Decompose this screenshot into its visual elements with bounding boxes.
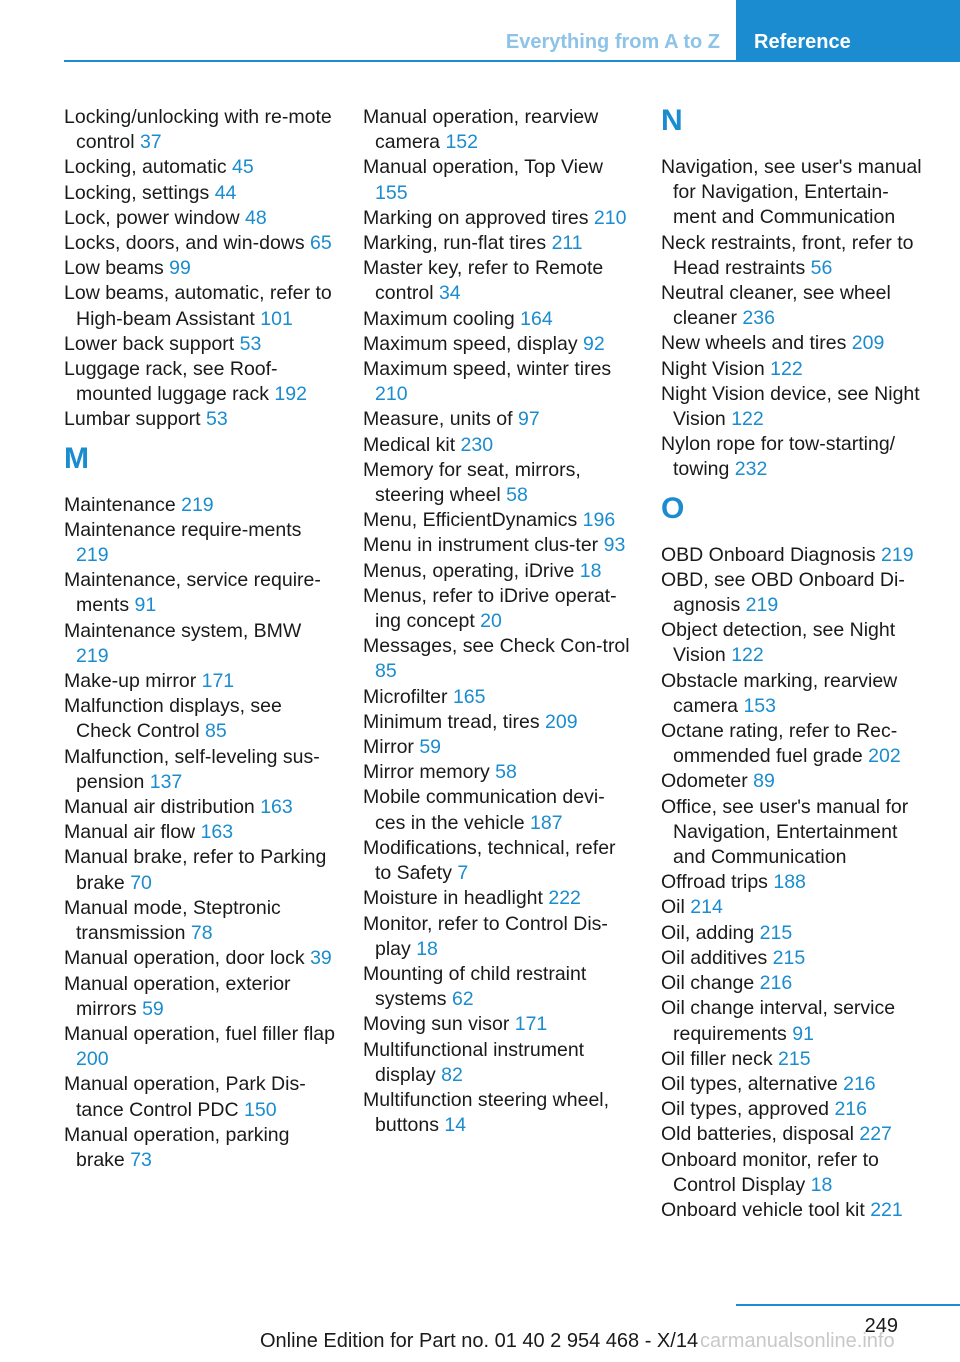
index-entry [661, 543, 931, 568]
page-link[interactable]: 216 [834, 1098, 867, 1121]
page-link[interactable]: 53 [239, 332, 262, 355]
index-column-2 [363, 105, 635, 1138]
header-rule [64, 60, 960, 62]
index-entry [661, 331, 931, 356]
page-link[interactable]: 78 [190, 922, 213, 945]
index-entry [363, 634, 635, 684]
index-entry [64, 745, 336, 795]
index-entry [363, 231, 635, 256]
page-link[interactable]: 56 [810, 256, 833, 279]
index-entry-text: Navigation, see user's manual for Navigation, Entertain‐ment and Communication [661, 156, 922, 229]
index-entry [64, 694, 336, 744]
index-entry-text: Lock, power window [64, 206, 240, 229]
index-entry [363, 533, 635, 558]
index-entry-text: Oil change interval, service requirements [661, 997, 896, 1045]
page-number: 249 [864, 1315, 898, 1337]
page-link[interactable]: 59 [419, 736, 442, 759]
index-entry [363, 836, 635, 886]
index-entry [64, 845, 336, 895]
footer-rule [736, 1304, 960, 1306]
page-link[interactable]: 171 [201, 670, 235, 693]
page-link[interactable]: 45 [232, 156, 254, 179]
index-entry-text: Maximum cooling [363, 307, 515, 330]
index-entry-text: Low beams [64, 257, 164, 280]
page-link[interactable]: 216 [843, 1072, 876, 1095]
index-entry [661, 568, 931, 618]
index-entry-text: Mobile communication devi‐ces in the vehicle [363, 786, 605, 834]
page-link[interactable]: 236 [742, 307, 775, 330]
index-entry [363, 559, 635, 584]
index-entry [363, 357, 635, 407]
index-entry [661, 231, 931, 281]
index-entry [363, 508, 635, 533]
index-entry [363, 685, 635, 710]
index-entry-text: Manual air flow [64, 821, 196, 844]
page-link[interactable]: 85 [204, 720, 227, 743]
index-entry-text: Manual brake, refer to Parking brake [64, 846, 327, 894]
index-entry-text: Offroad trips [661, 871, 768, 894]
index-entry-text: Manual mode, Steptronic transmission [64, 896, 281, 945]
index-entry-text: Locking, settings [64, 181, 210, 204]
index-entry [661, 996, 931, 1046]
index-entry [64, 518, 336, 568]
index-entry [661, 1198, 931, 1223]
index-entry-text: Oil types, approved [661, 1098, 830, 1121]
page-link[interactable]: 82 [441, 1063, 463, 1086]
header-section-title: Everything from A to Z [505, 31, 720, 53]
page-link[interactable]: 163 [260, 796, 293, 819]
index-entry [661, 1072, 931, 1097]
index-entry-text: Manual air distribution [64, 796, 255, 819]
index-entry [363, 962, 635, 1012]
index-entry [64, 357, 336, 407]
index-entry-text: Marking, run-flat tires [363, 232, 547, 255]
index-entry [661, 357, 931, 382]
index-entry [363, 710, 635, 735]
index-entry-text: Old batteries, disposal [661, 1123, 854, 1146]
index-entry-text: Oil additives [661, 946, 768, 969]
index-entry [64, 972, 336, 1022]
index-entry-text: Manual operation, Top View [363, 156, 603, 179]
page-link[interactable]: 34 [438, 282, 461, 305]
index-entry [64, 669, 336, 694]
index-entry [661, 795, 931, 871]
index-entry-text: Oil, adding [661, 921, 755, 944]
index-entry-text: Memory for seat, mirrors, steering wheel [363, 458, 581, 507]
index-entry-text: Odometer [661, 770, 748, 793]
page-link[interactable]: 215 [759, 921, 793, 944]
index-entry [64, 181, 336, 206]
index-entry [64, 1123, 336, 1173]
index-entry [661, 971, 931, 996]
page-link[interactable]: 171 [514, 1013, 548, 1036]
index-entry-text: Neutral cleaner, see wheel cleaner [661, 282, 891, 330]
index-entry-text: New wheels and tires [661, 332, 847, 355]
index-entry [363, 1012, 635, 1037]
index-entry-text: Modifications, technical, refer to Safety [363, 836, 616, 885]
page-link[interactable]: 153 [743, 694, 776, 717]
index-entry-text: Manual operation, exterior mirrors [64, 972, 291, 1020]
index-entry [64, 568, 336, 618]
header-tab-label: Reference [754, 31, 851, 53]
page-link[interactable]: 70 [130, 871, 152, 894]
section-letter: N [661, 104, 683, 137]
index-entry-text: Mirror [363, 736, 414, 759]
index-entry-text: Monitor, refer to Control Dis‐play [363, 912, 608, 960]
index-entry [363, 735, 635, 760]
index-entry [64, 619, 336, 669]
index-entry [64, 281, 336, 331]
page-link[interactable]: 222 [548, 887, 581, 910]
index-entry-text: Moving sun visor [363, 1013, 510, 1036]
page-link[interactable]: 216 [759, 972, 793, 995]
index-entry-text: Oil types, alternative [661, 1072, 838, 1095]
index-entry-text: Obstacle marking, rearview camera [661, 669, 898, 717]
watermark: carmanualsonline.info [700, 1330, 895, 1352]
index-entry [661, 895, 931, 920]
page-link[interactable]: 91 [134, 594, 157, 617]
page-link[interactable]: 164 [520, 307, 553, 330]
index-entry [661, 946, 931, 971]
page-link[interactable]: 62 [451, 988, 474, 1011]
index-entry-text: Onboard vehicle tool kit [661, 1198, 865, 1221]
index-entry-text: Night Vision [661, 357, 765, 380]
index-entry-text: Minimum tread, tires [363, 710, 540, 733]
page-link[interactable]: 232 [734, 458, 768, 481]
index-entry-text: Lumbar support [64, 408, 201, 431]
page-link[interactable]: 73 [130, 1148, 152, 1171]
index-entry [661, 769, 931, 794]
page-link[interactable]: 39 [310, 947, 332, 970]
index-entry [64, 407, 336, 432]
index-entry [661, 155, 931, 231]
index-entry-text: Manual operation, rearview camera [363, 106, 599, 154]
page-link[interactable]: 210 [375, 383, 408, 406]
index-entry-text: Oil [661, 896, 685, 919]
edition-note: Online Edition for Part no. 01 40 2 954 468 - X/14 [260, 1330, 699, 1352]
index-entry [363, 332, 635, 357]
page-link[interactable]: 209 [545, 710, 578, 733]
index-entry [661, 1148, 931, 1198]
index-entry-text: Maintenance [64, 493, 176, 516]
section-letter: O [661, 491, 685, 525]
index-entry [661, 1122, 931, 1147]
index-entry-text: Make-up mirror [64, 670, 197, 693]
index-entry-text: Maintenance require‐ments [64, 518, 302, 541]
index-entry-text: Locking, automatic [64, 156, 227, 179]
index-entry-text: Mirror memory [363, 761, 490, 784]
page-link[interactable]: 219 [76, 544, 109, 567]
page-link[interactable]: 85 [375, 660, 397, 683]
page-link[interactable]: 59 [142, 997, 164, 1020]
page-link[interactable]: 65 [310, 232, 332, 255]
page-link[interactable]: 202 [868, 745, 901, 768]
index-entry-text: Manual operation, door lock [64, 947, 305, 970]
index-entry-text: OBD, see OBD Onboard Di‐agnosis [661, 568, 905, 617]
index-entry [64, 332, 336, 357]
index-entry-text: Manual operation, fuel filler flap [64, 1022, 335, 1045]
index-entry-text: Maximum speed, winter tires [363, 358, 612, 381]
page-link[interactable]: 58 [506, 484, 528, 507]
page-link[interactable]: 200 [76, 1048, 109, 1071]
index-entry-text: Office, see user's manual for Navigation, Entertainment and Communication [661, 795, 909, 869]
index-entry-text: Oil filler neck [661, 1047, 773, 1070]
index-entry [363, 1038, 635, 1088]
page-link[interactable]: 209 [851, 332, 885, 355]
index-entry-text: Locks, doors, and win‐dows [64, 232, 305, 255]
index-entry-text: Menu in instrument clus‐ter [363, 534, 599, 557]
index-entry [64, 206, 336, 231]
index-entry [661, 1097, 931, 1122]
index-entry [661, 1047, 931, 1072]
page-link[interactable]: 219 [745, 594, 779, 617]
index-column-3 [661, 105, 931, 1223]
index-entry-text: Object detection, see Night Vision [661, 619, 896, 667]
index-entry-text: Microfilter [363, 685, 448, 708]
page-link[interactable]: 165 [452, 685, 486, 708]
index-entry [64, 795, 336, 820]
page-link[interactable]: 93 [603, 534, 626, 557]
page-link[interactable]: 53 [206, 408, 228, 431]
page-link[interactable]: 155 [375, 181, 408, 204]
index-entry [64, 231, 336, 256]
index-entry-text: Maximum speed, display [363, 332, 578, 355]
index-entry-text: Messages, see Check Con‐trol [363, 635, 630, 658]
page-link[interactable]: 44 [214, 181, 237, 204]
index-entry [64, 820, 336, 845]
index-entry-text: Night Vision device, see Night Vision [661, 382, 920, 431]
index-entry-text: Mounting of child restraint systems [363, 962, 587, 1011]
page-link[interactable]: 99 [169, 257, 191, 280]
index-entry [363, 105, 635, 155]
page-link[interactable]: 91 [792, 1022, 814, 1045]
index-entry [363, 1088, 635, 1138]
index-entry [661, 921, 931, 946]
index-entry-text: Marking on approved tires [363, 206, 589, 229]
index-entry-text: Locking/unlocking with re‐mote control [64, 106, 332, 154]
index-entry [64, 1072, 336, 1122]
page-link[interactable]: 20 [480, 610, 502, 633]
page-link[interactable]: 188 [773, 871, 806, 894]
index-entry [363, 155, 635, 205]
page-link[interactable]: 89 [753, 770, 775, 793]
index-entry [64, 1022, 336, 1072]
index-entry [64, 155, 336, 180]
index-entry [363, 760, 635, 785]
page-link[interactable]: 187 [530, 811, 563, 834]
page-link[interactable]: 122 [731, 644, 764, 667]
index-entry-text: Menu, EfficientDynamics [363, 509, 578, 532]
page-link[interactable]: 211 [551, 232, 583, 255]
index-entry-text: Malfunction, self-leveling sus‐pension [64, 745, 320, 793]
index-entry-text: Moisture in headlight [363, 887, 543, 910]
index-entry [64, 946, 336, 971]
page-link[interactable]: 18 [416, 937, 438, 960]
index-entry [363, 584, 635, 634]
index-entry-text: Maintenance system, BMW [64, 619, 302, 642]
index-entry [363, 256, 635, 306]
index-column-1 [64, 105, 336, 1173]
page-link[interactable]: 97 [518, 408, 540, 431]
page-link[interactable]: 214 [690, 896, 723, 919]
index-entry [64, 256, 336, 281]
index-entry [363, 886, 635, 911]
page-link[interactable]: 14 [444, 1114, 467, 1137]
index-entry [363, 912, 635, 962]
index-entry-text: Nylon rope for tow-starting/ towing [661, 433, 896, 481]
index-entry [661, 870, 931, 895]
page-link[interactable]: 48 [245, 206, 267, 229]
index-entry [661, 719, 931, 769]
index-entry-text: Menus, refer to iDrive operat‐ing concept [363, 584, 617, 633]
page-link[interactable]: 227 [859, 1123, 892, 1146]
page-link[interactable]: 92 [583, 332, 605, 355]
index-entry-text: Measure, units of [363, 408, 513, 431]
index-entry [363, 458, 635, 508]
index-entry [64, 105, 336, 155]
index-entry-text: Menus, operating, iDrive [363, 559, 575, 582]
section-letter: M [64, 441, 89, 475]
index-entry [363, 785, 635, 835]
page-link[interactable]: 215 [778, 1047, 811, 1070]
page-link[interactable]: 18 [810, 1173, 833, 1196]
page-link[interactable]: 192 [274, 383, 307, 406]
index-entry [363, 307, 635, 332]
index-entry-text: Manual operation, parking brake [64, 1123, 290, 1171]
index-entry-text: OBD Onboard Diagnosis [661, 543, 876, 566]
index-entry-text: Neck restraints, front, refer to Head restraints [661, 231, 914, 279]
page-link[interactable]: 18 [579, 559, 602, 582]
index-entry [661, 432, 931, 482]
index-entry [64, 896, 336, 946]
page-link[interactable]: 163 [200, 821, 234, 844]
page-link[interactable]: 221 [870, 1198, 903, 1221]
index-entry [661, 618, 931, 668]
page-link[interactable]: 7 [457, 862, 469, 885]
page-link[interactable]: 122 [731, 408, 764, 431]
index-entry-text: Manual operation, Park Dis‐tance Control PDC [64, 1073, 306, 1121]
page-link[interactable]: 150 [244, 1098, 277, 1121]
index-entry-text: Medical kit [363, 433, 456, 456]
index-entry [661, 382, 931, 432]
page-link[interactable]: 58 [495, 761, 517, 784]
index-entry [661, 281, 931, 331]
index-entry [64, 493, 336, 518]
index-entry-text: Multifunctional instrument display [363, 1038, 585, 1086]
header-tab [736, 0, 960, 62]
index-entry-text: Maintenance, service require‐ments [64, 569, 321, 617]
page-link[interactable]: 101 [260, 307, 293, 330]
index-entry [363, 206, 635, 231]
index-entry-text: Lower back support [64, 332, 235, 355]
page-header [0, 0, 960, 62]
page-link[interactable]: 196 [582, 509, 616, 532]
index-entry [363, 407, 635, 432]
page-link[interactable]: 230 [460, 433, 494, 456]
index-entry-text: Multifunction steering wheel, buttons [363, 1088, 610, 1137]
index-entry-text: Oil change [661, 972, 755, 995]
page-link[interactable]: 215 [772, 946, 806, 969]
page-link[interactable]: 137 [149, 770, 183, 793]
page-link[interactable]: 219 [881, 543, 914, 566]
index-entry-text: Octane rating, refer to Rec‐ommended fuel grade [661, 720, 898, 768]
index-entry-text: Malfunction displays, see Check Control [64, 695, 282, 743]
index-entry-text: Onboard monitor, refer to Control Display [661, 1148, 879, 1196]
index-entry-text: Master key, refer to Remote control [363, 257, 604, 305]
index-entry-text: Luggage rack, see Roof-mounted luggage rack [64, 358, 278, 406]
page-link[interactable]: 37 [139, 131, 162, 154]
page-link[interactable]: 210 [593, 206, 627, 229]
index-entry-text: Low beams, automatic, refer to High-beam Assistant [64, 282, 332, 330]
page-link[interactable]: 219 [181, 493, 214, 516]
page-link[interactable]: 219 [76, 644, 109, 667]
page-link[interactable]: 152 [445, 131, 478, 154]
index-entry [661, 669, 931, 719]
page-link[interactable]: 122 [770, 357, 803, 380]
index-entry [363, 433, 635, 458]
